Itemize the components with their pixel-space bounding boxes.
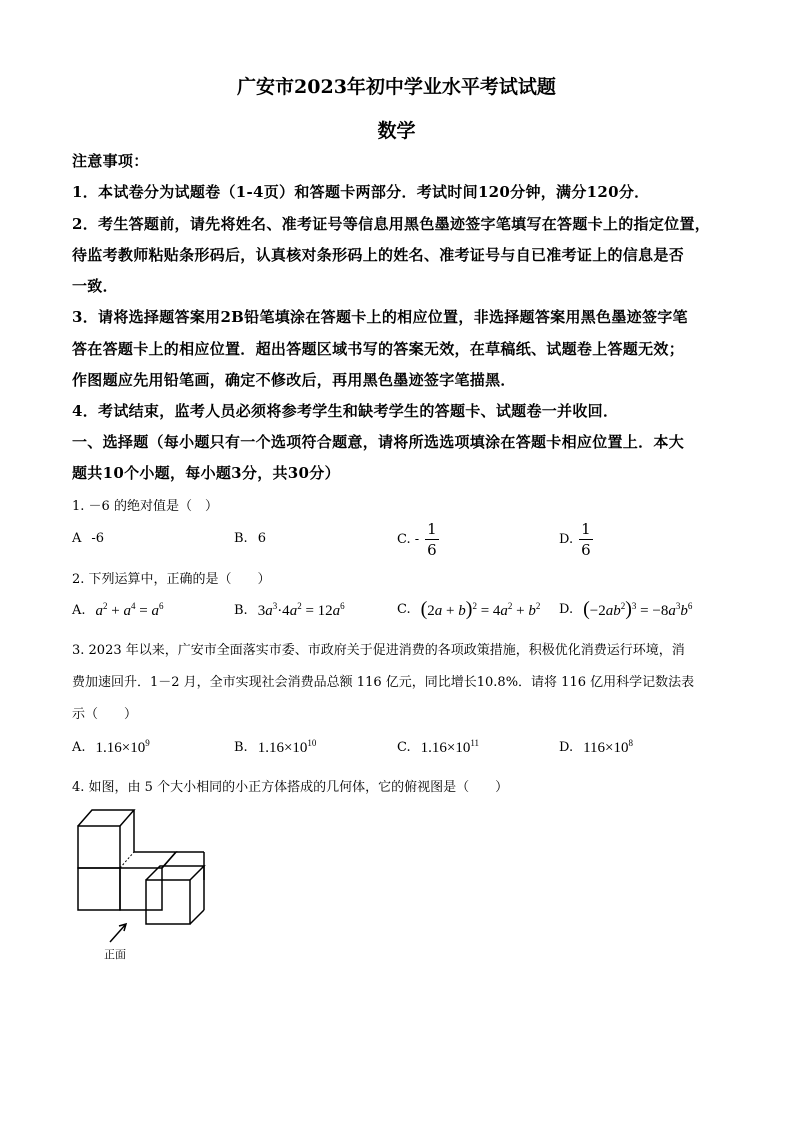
- q3-line: 示（ ）: [72, 707, 138, 722]
- q3-line: 费加速回升．1－2 月，全市实现社会消费品总额 116 亿元，同比增长10.8%．请将 116 亿用科学记数法表: [72, 675, 695, 690]
- q1-option-b: [234, 531, 266, 546]
- fraction: [579, 519, 593, 560]
- q1-stem: 1. －6 的绝对值是（ ）: [72, 499, 218, 514]
- option-label: C.: [397, 602, 411, 617]
- option-label: A: [72, 531, 82, 546]
- math-expression: $116\times 10^8$: [583, 738, 633, 756]
- option-label: B.: [234, 531, 248, 546]
- denominator: 6: [427, 541, 437, 559]
- math-expression: $(2a + b)^2 = 4a^2 + b^2$: [420, 598, 541, 620]
- q1-option-a: [72, 531, 104, 546]
- q4-stem: 4. 如图，由 5 个大小相同的小正方体搭成的几何体，它的俯视图是（ ）: [72, 780, 509, 795]
- exam-title: 广安市2023年初中学业水平考试试题: [237, 76, 556, 98]
- math-expression: $1.16\times 10^{11}$: [420, 738, 480, 756]
- figure-caption: 正面: [104, 948, 126, 961]
- q2-option-a: [72, 601, 163, 620]
- fraction: [425, 519, 439, 560]
- numerator: 1: [427, 520, 437, 538]
- note-line: 3．请将选择题答案用2B铅笔填涂在答题卡上的相应位置，非选择题答案用黑色墨迹签字笔: [72, 308, 688, 326]
- q2-option-d: [559, 598, 692, 621]
- q2-stem: 2. 下列运算中，正确的是（ ）: [72, 572, 271, 587]
- q3-line: 3. 2023 年以来，广安市全面落实市委、市政府关于促进消费的各项政策措施，积极优化消费运行环境，消: [72, 643, 685, 658]
- option-text: -6: [91, 531, 105, 546]
- section-heading: 一、选择题（每小题只有一个选项符合题意，请将所选选项填涂在答题卡相应位置上．本大: [72, 433, 685, 451]
- note-line: 4．考试结束，监考人员必须将参考学生和缺考学生的答题卡、试题卷一并收回．: [72, 402, 619, 420]
- option-label: D.: [559, 740, 574, 755]
- option-label: D.: [559, 532, 574, 547]
- note-line: 作图题应先用铅笔画，确定不修改后，再用黑色墨迹签字笔描黑．: [72, 371, 516, 389]
- option-label: C. -: [397, 532, 420, 547]
- notes-heading: 注意事项：: [72, 152, 149, 170]
- math-expression: $1.16\times 10^9$: [95, 738, 150, 756]
- note-line: 2．考生答题前，请先将姓名、准考证号等信息用黑色墨迹签字笔填写在答题卡上的指定位置，: [72, 215, 711, 233]
- exam-subject: 数学: [377, 120, 416, 142]
- q3-option-d: [559, 738, 633, 757]
- option-label: B.: [234, 603, 248, 618]
- option-label: D.: [559, 602, 574, 617]
- q3-option-b: [234, 738, 316, 757]
- option-text: 6: [257, 531, 266, 546]
- q2-option-c: [397, 598, 540, 621]
- note-line: 1．本试卷分为试题卷（1-4页）和答题卡两部分．考试时间120分钟，满分120分．: [72, 183, 650, 201]
- option-label: C.: [397, 740, 411, 755]
- cube-drawing: [78, 810, 204, 942]
- q2-option-b: [234, 601, 345, 620]
- option-label: A.: [72, 603, 86, 618]
- option-label: A.: [72, 740, 86, 755]
- math-expression: $1.16\times 10^{10}$: [257, 738, 317, 756]
- math-expression: $3a^3\cdot 4a^2 = 12a^6$: [257, 601, 345, 619]
- note-line: 一致．: [72, 277, 118, 295]
- section-heading: 题共10个小题，每小题3分，共30分）: [72, 464, 340, 482]
- q3-option-c: [397, 738, 479, 757]
- note-line: 答在答题卡上的相应位置．超出答题区域书写的答案无效，在草稿纸、试题卷上答题无效；: [72, 340, 685, 358]
- option-label: B.: [234, 740, 248, 755]
- math-expression: $(-2ab^2)^3 = -8a^3b^6$: [583, 598, 693, 620]
- numerator: 1: [581, 520, 591, 538]
- note-line: 待监考教师粘贴条形码后，认真核对条形码上的姓名、准考证号与自已准考证上的信息是否: [72, 246, 685, 264]
- q3-option-a: [72, 738, 150, 757]
- q1-option-d: [559, 519, 593, 560]
- q1-option-c: [397, 519, 439, 560]
- cube-figure: [74, 806, 224, 966]
- denominator: 6: [581, 541, 591, 559]
- math-expression: $a^2 + a^4 = a^6$: [95, 601, 164, 619]
